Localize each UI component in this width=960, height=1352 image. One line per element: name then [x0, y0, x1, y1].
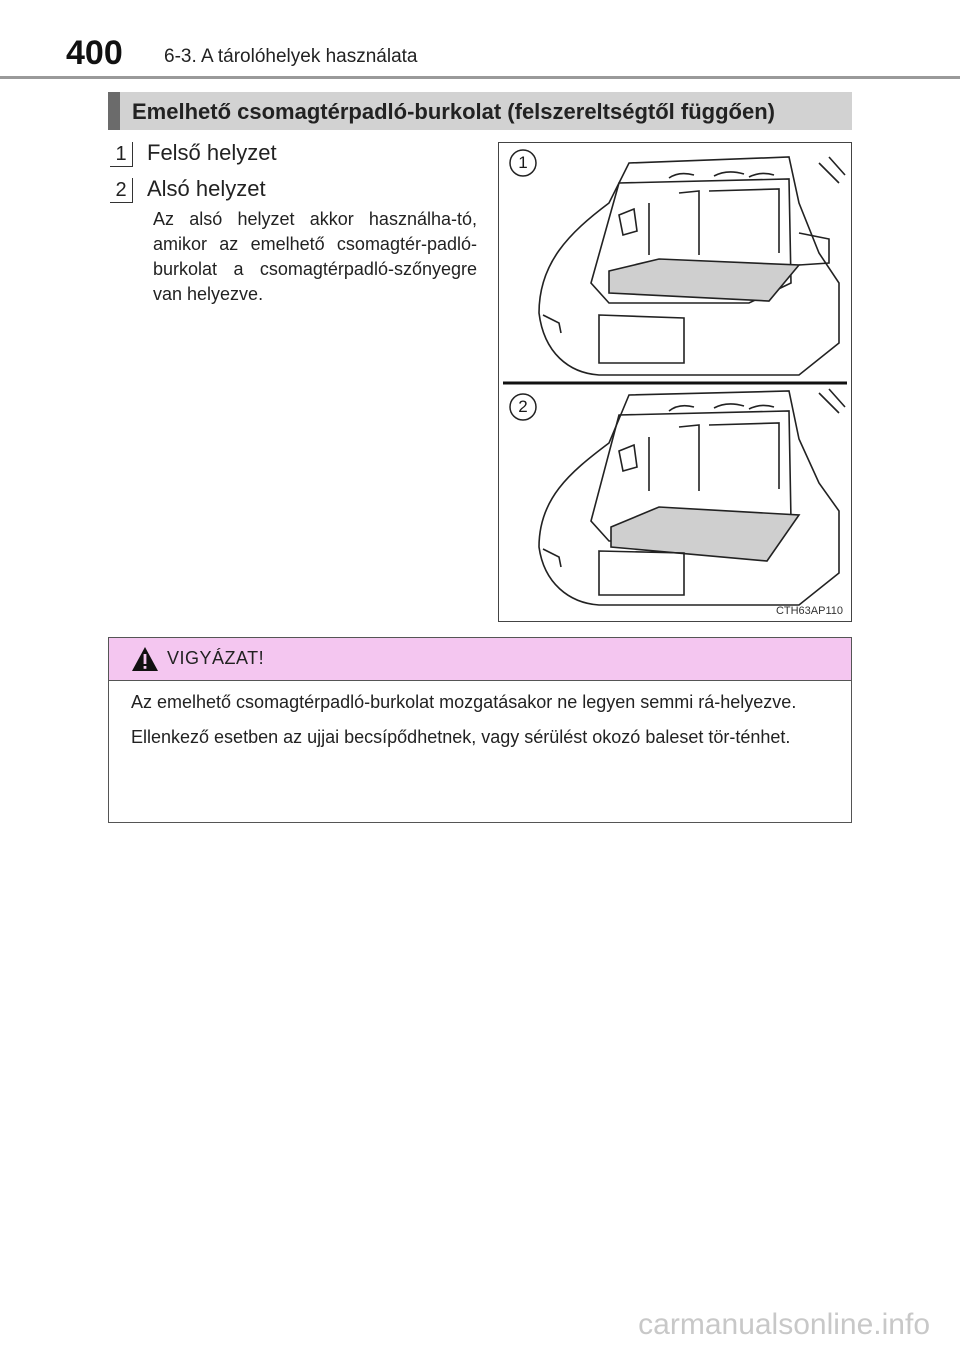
caution-label: VIGYÁZAT! [167, 648, 265, 668]
page-number: 400 [66, 34, 123, 72]
item-label: Alsó helyzet [147, 176, 266, 201]
chapter-title: 6-3. A tárolóhelyek használata [164, 46, 418, 67]
item-label: Felső helyzet [147, 140, 277, 165]
section-header [108, 92, 852, 130]
lower-position-drawing [539, 389, 845, 605]
description-text: Az alsó helyzet akkor használha-tó, amikor az emelhető csomagtér-padló-burkolat a csomagtérpadló-szőnyegre van helyezve. [153, 209, 477, 304]
caution-text [131, 690, 827, 760]
callout-2-label: 2 [518, 397, 528, 416]
upper-position-drawing [539, 157, 845, 375]
item-number: 1 [110, 142, 133, 167]
header-rule [0, 76, 960, 79]
caution-paragraph: Ellenkező esetben az ujjai becsípődhetnek, vagy sérülést okozó baleset tör-ténhet. [131, 727, 791, 747]
item-lower-position [110, 176, 266, 203]
warning-triangle-icon [131, 646, 159, 672]
item-upper-position [110, 140, 277, 167]
watermark: carmanualsonline.info [638, 1308, 930, 1341]
item-number: 2 [110, 178, 133, 203]
figure-code: CTH63AP110 [775, 605, 843, 617]
trunk-illustration [499, 143, 851, 621]
caution-header [109, 638, 851, 681]
caution-box [108, 637, 852, 823]
callout-1-label: 1 [518, 153, 528, 172]
caution-paragraph: Az emelhető csomagtérpadló-burkolat mozgatásakor ne legyen semmi rá-helyezve. [131, 692, 797, 712]
section-title: Emelhető csomagtérpadló-burkolat (felszereltségtől függően) [132, 99, 775, 124]
illustration-figure [498, 142, 852, 622]
